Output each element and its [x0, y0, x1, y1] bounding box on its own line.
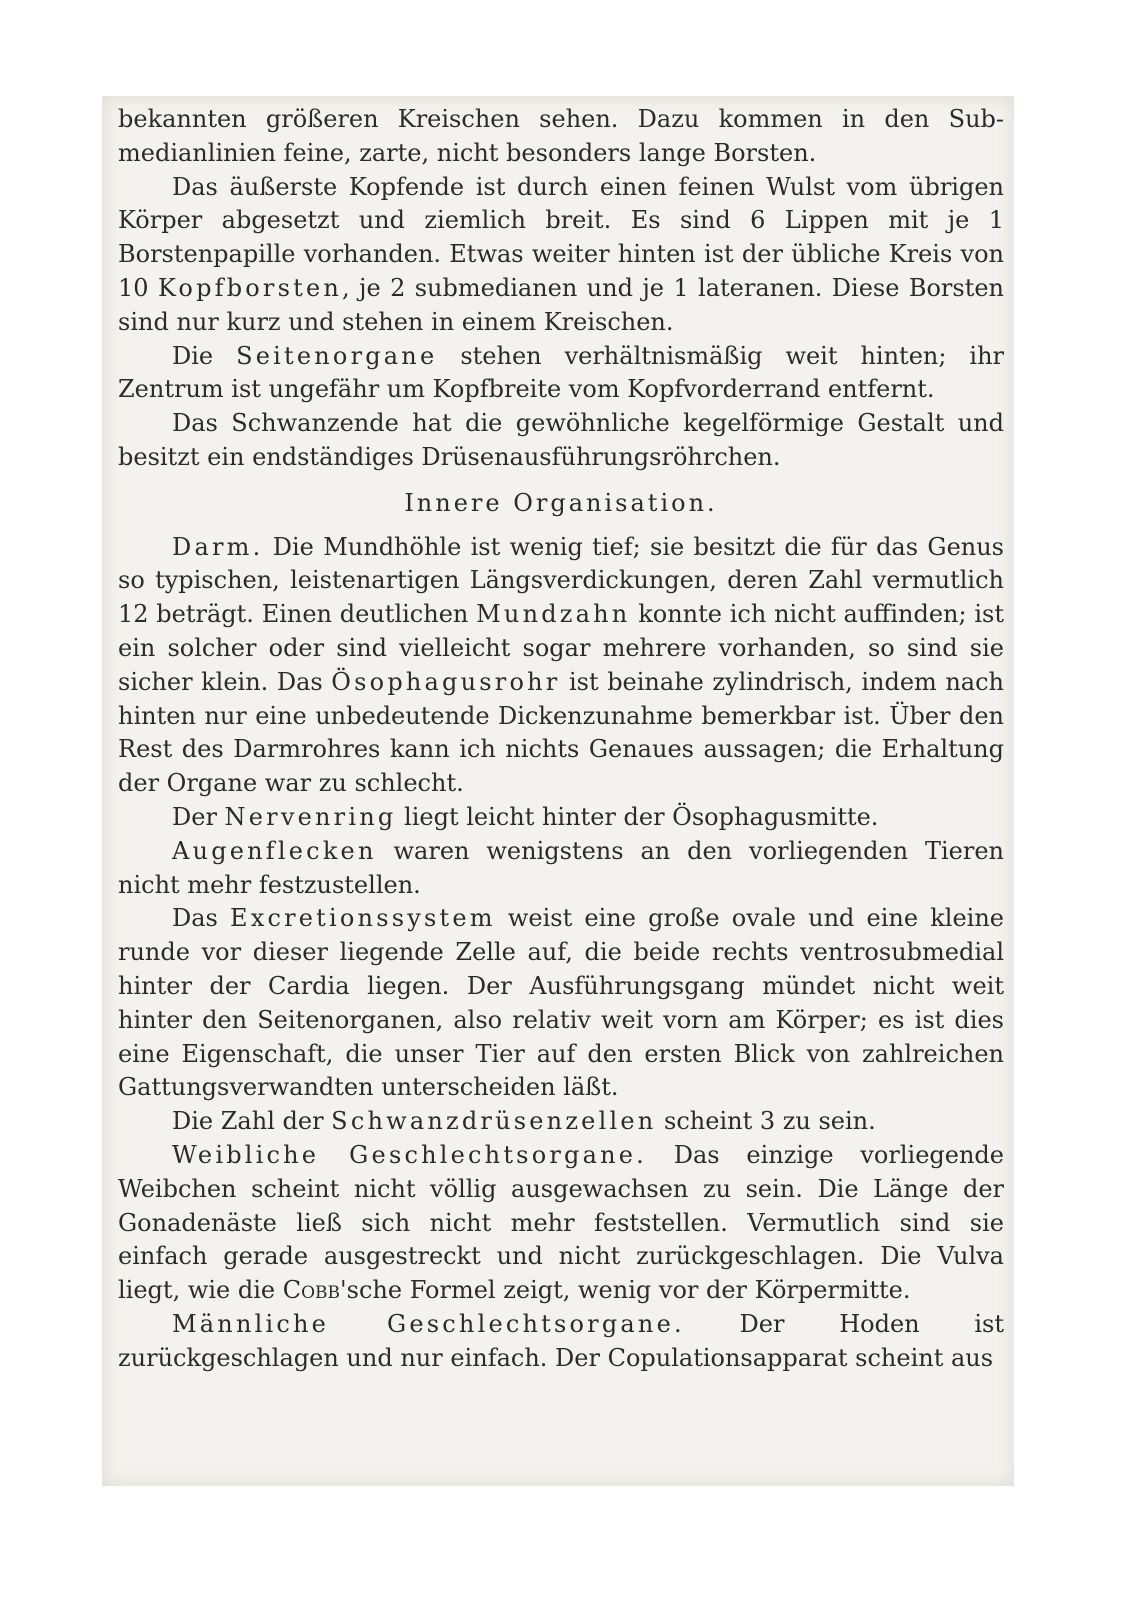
paragraph-maennlich: Männliche Geschlechtsorgane. Der Hoden ist zurückgeschlagen und nur einfach. Der Copulationsapparat scheint aus	[118, 1309, 1004, 1372]
paragraph-weiblich: Weibliche Geschlechtsorgane. Das einzige vorliegende Weibchen scheint nicht völlig ausgewachsen zu sein. Die Länge der Gonadenäste ließ sich nicht mehr feststellen. Vermutlich sind sie einfach gerade ausgestreckt und nicht zurückgeschlagen. Die Vulva liegt, wie die Cobb'sche Formel zeigt, wenig vor der Körpermitte.	[118, 1140, 1004, 1305]
term-weibliche-geschlechtsorgane: Weibliche Geschlechtsorgane.	[172, 1140, 647, 1169]
paragraph-nervenring: Der Nervenring liegt leicht hinter der Ösophagusmitte.	[172, 802, 879, 831]
paragraph-head: Das äußerste Kopfende ist durch einen feinen Wulst vom übrigen Körper abgesetzt und ziemlich breit. Es sind 6 Lippen mit je 1 Borstenpapille vorhanden. Etwas weiter hinten ist der übliche Kreis von 10 Kopfborsten, je 2 submedianen und je 1 lateranen. Diese Borsten sind nur kurz und stehen in einem Kreischen.	[118, 172, 1004, 336]
term-nervenring: Nervenring	[224, 802, 397, 831]
term-augenflecken: Augenflecken	[172, 836, 377, 865]
term-oesophagusrohr: Ösophagusrohr	[331, 667, 561, 696]
section-heading: Innere Organisation.	[404, 488, 718, 517]
paragraph-schwanzende: Das Schwanzende hat die gewöhnliche kegelförmige Gestalt und besitzt ein endständiges Drüsenausführungsröhrchen.	[118, 409, 1004, 471]
paragraph-augenflecken: Augenflecken waren wenigstens an den vorliegenden Tieren nicht mehr festzustellen.	[118, 836, 1004, 899]
term-seitenorgane: Seitenorgane	[236, 341, 438, 370]
page-text	[118, 103, 1004, 1375]
term-excretionssystem: Excretionssystem	[230, 904, 496, 933]
paragraph-seitenorgane: Die Seitenorgane stehen verhältnismäßig weit hinten; ihr Zentrum ist ungefähr um Kopfbreite vom Kopfvorderrand entfernt.	[118, 341, 1005, 404]
paragraph-schwanzdruesen: Die Zahl der Schwanzdrüsenzellen scheint 3 zu sein.	[172, 1107, 876, 1136]
term-kopfborsten: Kopfborsten	[157, 273, 343, 302]
term-darm: Darm.	[172, 532, 264, 561]
term-mundzahn: Mundzahn	[476, 600, 631, 629]
paragraph-setae: bekannten größeren Kreischen sehen. Dazu kommen in den Sub- medianlinien feine, zarte, nicht besonders lange Borsten.	[118, 105, 1004, 167]
paragraph-darm: Darm. Die Mundhöhle ist wenig tief; sie besitzt die für das Genus so typischen, leistenartigen Längsverdickungen, deren Zahl vermutlich 12 beträgt. Einen deutlichen Mundzahn konnte ich nicht auffinden; ist ein solcher oder sind vielleicht sogar mehrere vorhanden, so sind sie sicher klein. Das Ösophagusrohr ist beinahe zylindrisch, indem nach hinten nur eine unbedeutende Dickenzunahme bemerkbar ist. Über den Rest des Darmrohres kann ich nichts Genaues aussagen; die Erhaltung der Organe war zu schlecht.	[118, 532, 1005, 798]
author-cobb: Cobb	[282, 1276, 341, 1305]
term-schwanzdruesenzellen: Schwanzdrüsenzellen	[331, 1107, 657, 1136]
paragraph-excretion: Das Excretionssystem weist eine große ovale und eine kleine runde vor dieser liegende Zelle auf, die beide rechts ventrosubmedial hinter der Cardia liegen. Der Ausführungsgang mündet nicht weit hinter den Seitenorganen, also relativ weit vorn am Körper; es ist dies eine Eigenschaft, die unser Tier auf den ersten Blick von zahlreichen Gattungsverwandten unterscheiden läßt.	[118, 904, 1004, 1102]
term-maennliche-geschlechtsorgane: Männliche Geschlechtsorgane.	[172, 1309, 685, 1338]
